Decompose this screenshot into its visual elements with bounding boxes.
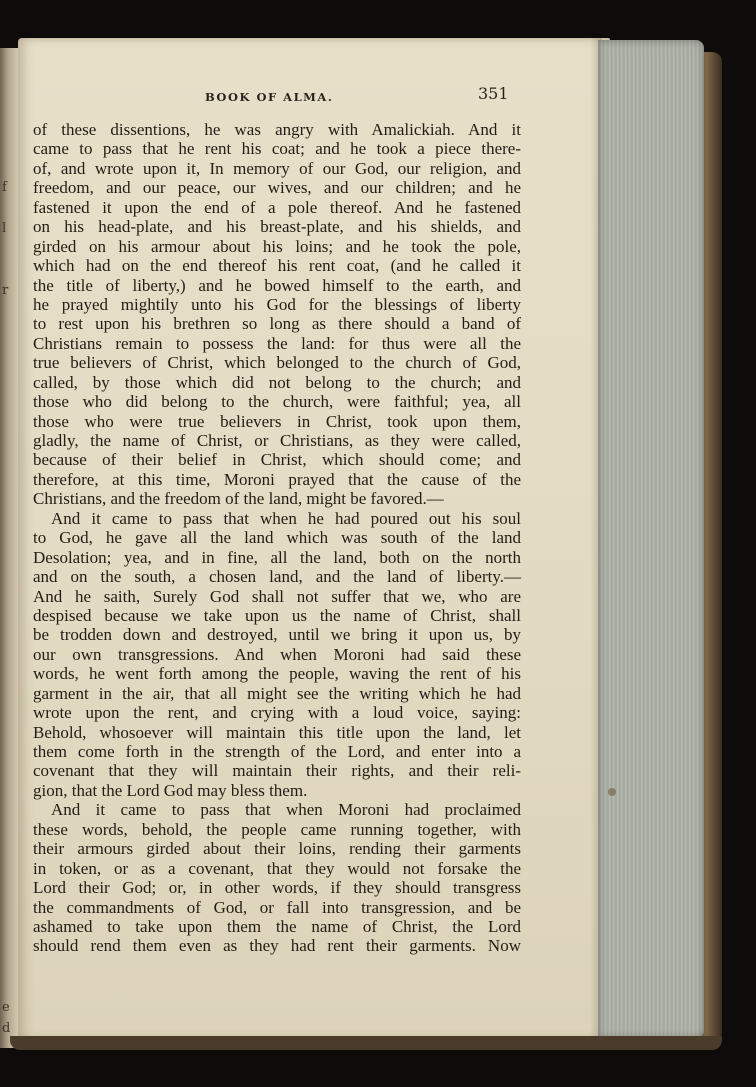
left-page-fragment	[2, 957, 18, 978]
left-page-fragment	[2, 650, 18, 671]
left-page-fragment	[2, 404, 18, 425]
text-line: Behold, whosoever will maintain this title upon the land, let	[33, 722, 521, 742]
text-line: because of their belief in Christ, which should come; and	[33, 450, 521, 470]
left-page-fragment	[2, 547, 18, 568]
text-line: those who were true believers in Christ, took upon them,	[33, 411, 521, 431]
left-page-fragment	[2, 937, 18, 958]
left-page-fragment: d	[2, 1020, 11, 1036]
left-page-fragment	[2, 199, 18, 220]
left-page-fragment	[2, 978, 18, 999]
left-page-fragment	[2, 629, 18, 650]
left-page-fragment: r	[2, 282, 9, 298]
text-line: Desolation; yea, and in fine, all the land, both on the north	[33, 547, 521, 567]
text-line: and on the south, a chosen land, and the land of liberty.—	[33, 567, 521, 587]
left-page-fragment	[2, 691, 18, 712]
left-page-fragment	[2, 260, 18, 281]
text-line: he prayed mightily unto his God for the blessings of liberty	[33, 294, 521, 314]
text-line: on his head-plate, and his breast-plate, and his shields, and	[33, 217, 521, 237]
text-line: ashamed to take upon them the name of Christ, the Lord	[33, 916, 521, 936]
left-page-fragment	[2, 896, 18, 917]
left-page-fragment	[2, 670, 18, 691]
running-head: BOOK OF ALMA.	[205, 90, 334, 104]
text-line: should rend them even as they had rent their garments. Now	[33, 936, 521, 956]
text-line: our own transgressions. And when Moroni had said these	[33, 644, 521, 664]
text-line: words, he went forth among the people, waving the rent of his	[33, 664, 521, 684]
left-page-fragment	[2, 793, 18, 814]
text-line: to God, he gave all the land which was south of the land	[33, 528, 521, 548]
left-page-fragment	[2, 322, 18, 343]
body-text	[33, 120, 521, 956]
text-line: wrote upon the rent, and crying with a loud voice, saying:	[33, 703, 521, 723]
left-page-fragment	[2, 383, 18, 404]
left-page-fragment	[2, 527, 18, 548]
left-page-fragment	[2, 752, 18, 773]
left-page-fragment	[2, 240, 18, 261]
text-line: fastened it upon the end of a pole thereof. And he fastened	[33, 197, 521, 217]
text-line: which had on the end thereof his rent coat, (and he called it	[33, 256, 521, 276]
left-page-fragment	[2, 916, 18, 937]
left-page-fragment: l	[2, 221, 7, 236]
text-line: those who did belong to the church, were faithful; yea, all	[33, 392, 521, 412]
text-line: gion, that the Lord God may bless them.	[33, 780, 308, 800]
text-line: of, and wrote upon it, In memory of our God, our religion, and	[33, 158, 521, 178]
left-page-fragment	[2, 465, 18, 486]
text-line: called, by those which did not belong to the church; and	[33, 372, 521, 392]
left-page-fragment	[2, 855, 18, 876]
text-line: of these dissentions, he was angry with Amalickiah. And it	[33, 120, 521, 139]
text-line: girded on his armour about his loins; and he took the pole,	[33, 236, 521, 256]
left-page-fragment	[2, 445, 18, 466]
book-cover-bottom	[10, 1036, 722, 1050]
text-line: in token, or as a covenant, that they would not forsake the	[33, 858, 521, 878]
left-page-fragment	[2, 424, 18, 445]
text-line: And it came to pass that when Moroni had proclaimed	[51, 800, 521, 820]
left-page-fragment: f	[2, 180, 7, 195]
text-line: Lord their God; or, in other words, if they should transgress	[33, 878, 521, 898]
text-line: Christians, and the freedom of the land, might be favored.—	[33, 489, 444, 509]
text-line: true believers of Christ, which belonged to the church of God,	[33, 353, 521, 373]
page-number: 351	[478, 84, 509, 103]
left-page-fragment	[2, 875, 18, 896]
left-page-fragment	[2, 568, 18, 589]
text-line: garment in the air, that all might see the writing which he had	[33, 683, 521, 703]
text-line: be trodden down and destroyed, until we bring it upon us, by	[33, 625, 521, 645]
text-line: therefore, at this time, Moroni prayed that the cause of the	[33, 469, 521, 489]
text-line: these words, behold, the people came running together, with	[33, 819, 521, 839]
text-line: And it came to pass that when he had poured out his soul	[51, 508, 521, 528]
text-line: gladly, the name of Christ, or Christians, as they were called,	[33, 431, 521, 450]
left-page-fragment	[2, 711, 18, 732]
left-page-fragment: e	[2, 1000, 10, 1015]
left-page-fragment	[2, 773, 18, 794]
text-line: And he saith, Surely God shall not suffer that we, who are	[33, 586, 521, 606]
left-page-fragment	[2, 588, 18, 609]
text-line: came to pass that he rent his coat; and he took a piece there-	[33, 139, 521, 159]
left-page-fragment	[2, 609, 18, 630]
left-page-fragment	[2, 814, 18, 835]
left-page-fragments	[2, 178, 18, 1036]
left-page-fragment	[2, 363, 18, 384]
text-line: the title of liberty,) and he bowed himself to the earth, and	[33, 275, 521, 295]
text-line: their armours girded about their loins, rending their garments	[33, 839, 521, 859]
text-line: the commandments of God, or fall into transgression, and be	[33, 897, 521, 917]
left-page-fragment	[2, 342, 18, 363]
left-page-fragment	[2, 301, 18, 322]
text-line: Christians remain to possess the land: for thus were all the	[33, 333, 521, 353]
left-page-fragment	[2, 486, 18, 507]
page-blemish	[608, 788, 616, 796]
text-line: freedom, and our peace, our wives, and our children; and he	[33, 178, 521, 198]
text-line: covenant that they will maintain their rights, and their reli-	[33, 761, 521, 781]
page-fore-edge	[598, 40, 704, 1038]
text-line: them come forth in the strength of the Lord, and enter into a	[33, 742, 521, 761]
text-line: to rest upon his brethren so long as there should a band of	[33, 314, 521, 334]
left-page-fragment	[2, 732, 18, 753]
text-line: despised because we take upon us the name of Christ, shall	[33, 605, 521, 625]
left-page-fragment	[2, 506, 18, 527]
left-page-fragment	[2, 834, 18, 855]
